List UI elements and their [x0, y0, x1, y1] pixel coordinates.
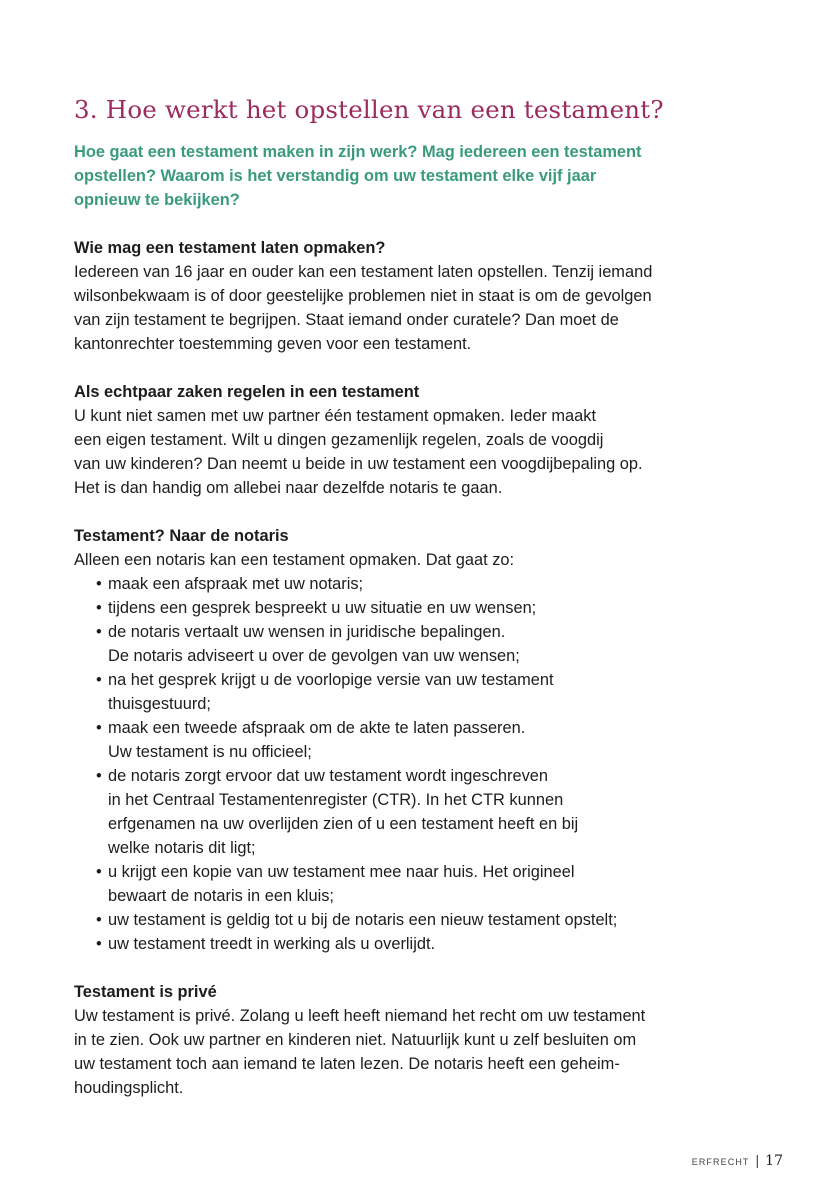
- body-line: Het is dan handig om allebei naar dezelfde notaris te gaan.: [74, 479, 503, 497]
- section-body: [74, 404, 694, 500]
- bullet-icon: •: [96, 671, 102, 689]
- intro-line: opstellen? Waarom is het verstandig om uw testament elke vijf jaar: [74, 167, 597, 185]
- bullet-icon: •: [96, 599, 102, 617]
- section-heading: Testament? Naar de notaris: [74, 527, 289, 545]
- list-item-line: de notaris vertaalt uw wensen in juridische bepalingen.: [108, 623, 506, 641]
- section-heading: Als echtpaar zaken regelen in een testament: [74, 383, 420, 401]
- footer-separator: |: [755, 1152, 760, 1168]
- section-couples: [74, 380, 694, 500]
- body-line: houdingsplicht.: [74, 1079, 184, 1097]
- list-item-line: De notaris adviseert u over de gevolgen van uw wensen;: [108, 647, 520, 665]
- list-item-line: thuisgestuurd;: [108, 695, 211, 713]
- list-item-line: na het gesprek krijgt u de voorlopige versie van uw testament: [108, 671, 554, 689]
- body-line: uw testament toch aan iemand te laten lezen. De notaris heeft een geheim-: [74, 1055, 620, 1073]
- intro-line: Hoe gaat een testament maken in zijn werk? Mag iedereen een testament: [74, 143, 642, 161]
- bullet-icon: •: [96, 719, 102, 737]
- section-heading: Testament is privé: [74, 983, 217, 1001]
- list-item-line: de notaris zorgt ervoor dat uw testament wordt ingeschreven: [108, 767, 549, 785]
- list-item: [96, 908, 694, 932]
- list-item-line: uw testament is geldig tot u bij de notaris een nieuw testament opstelt;: [108, 911, 618, 929]
- body-line: Uw testament is privé. Zolang u leeft heeft niemand het recht om uw testament: [74, 1007, 646, 1025]
- bullet-icon: •: [96, 863, 102, 881]
- list-item: [96, 716, 694, 764]
- section-body: [74, 260, 694, 356]
- bullet-icon: •: [96, 935, 102, 953]
- page-content: [74, 92, 694, 1100]
- section-notary: [74, 524, 694, 956]
- page-footer: [692, 1152, 783, 1169]
- page-number: 17: [765, 1153, 783, 1169]
- section-body: [74, 548, 694, 572]
- body-line: kantonrechter toestemming geven voor een testament.: [74, 335, 472, 353]
- list-item: [96, 860, 694, 908]
- list-item-line: bewaart de notaris in een kluis;: [108, 887, 334, 905]
- bullet-icon: •: [96, 575, 102, 593]
- list-item-line: in het Centraal Testamentenregister (CTR). In het CTR kunnen: [108, 791, 564, 809]
- list-item-line: u krijgt een kopie van uw testament mee naar huis. Het origineel: [108, 863, 575, 881]
- list-item: [96, 932, 694, 956]
- steps-list: [74, 572, 694, 956]
- list-item: [96, 620, 694, 668]
- list-item: [96, 572, 694, 596]
- list-item-line: maak een afspraak met uw notaris;: [108, 575, 364, 593]
- list-item: [96, 668, 694, 716]
- bullet-icon: •: [96, 623, 102, 641]
- body-line: een eigen testament. Wilt u dingen gezamenlijk regelen, zoals de voogdij: [74, 431, 604, 449]
- body-line: Alleen een notaris kan een testament opmaken. Dat gaat zo:: [74, 551, 515, 569]
- body-line: U kunt niet samen met uw partner één testament opmaken. Ieder maakt: [74, 407, 597, 425]
- list-item-line: uw testament treedt in werking als u overlijdt.: [108, 935, 436, 953]
- chapter-intro: [74, 140, 694, 212]
- list-item-line: Uw testament is nu officieel;: [108, 743, 312, 761]
- section-body: [74, 1004, 694, 1100]
- section-heading: Wie mag een testament laten opmaken?: [74, 239, 386, 257]
- bullet-icon: •: [96, 911, 102, 929]
- section-who-may: [74, 236, 694, 356]
- list-item-line: tijdens een gesprek bespreekt u uw situatie en uw wensen;: [108, 599, 537, 617]
- intro-line: opnieuw te bekijken?: [74, 191, 240, 209]
- body-line: van uw kinderen? Dan neemt u beide in uw testament een voogdijbepaling op.: [74, 455, 643, 473]
- body-line: Iedereen van 16 jaar en ouder kan een testament laten opstellen. Tenzij iemand: [74, 263, 653, 281]
- list-item-line: welke notaris dit ligt;: [108, 839, 256, 857]
- section-private: [74, 980, 694, 1100]
- bullet-icon: •: [96, 767, 102, 785]
- body-line: van zijn testament te begrijpen. Staat iemand onder curatele? Dan moet de: [74, 311, 619, 329]
- body-line: in te zien. Ook uw partner en kinderen niet. Natuurlijk kunt u zelf besluiten om: [74, 1031, 637, 1049]
- list-item: [96, 764, 694, 860]
- chapter-title: 3. Hoe werkt het opstellen van een testament?: [74, 95, 664, 124]
- body-line: wilsonbekwaam is of door geestelijke problemen niet in staat is om de gevolgen: [74, 287, 652, 305]
- list-item-line: maak een tweede afspraak om de akte te laten passeren.: [108, 719, 526, 737]
- list-item-line: erfgenamen na uw overlijden zien of u een testament heeft en bij: [108, 815, 579, 833]
- list-item: [96, 596, 694, 620]
- running-head: ERFRECHT: [691, 1157, 750, 1167]
